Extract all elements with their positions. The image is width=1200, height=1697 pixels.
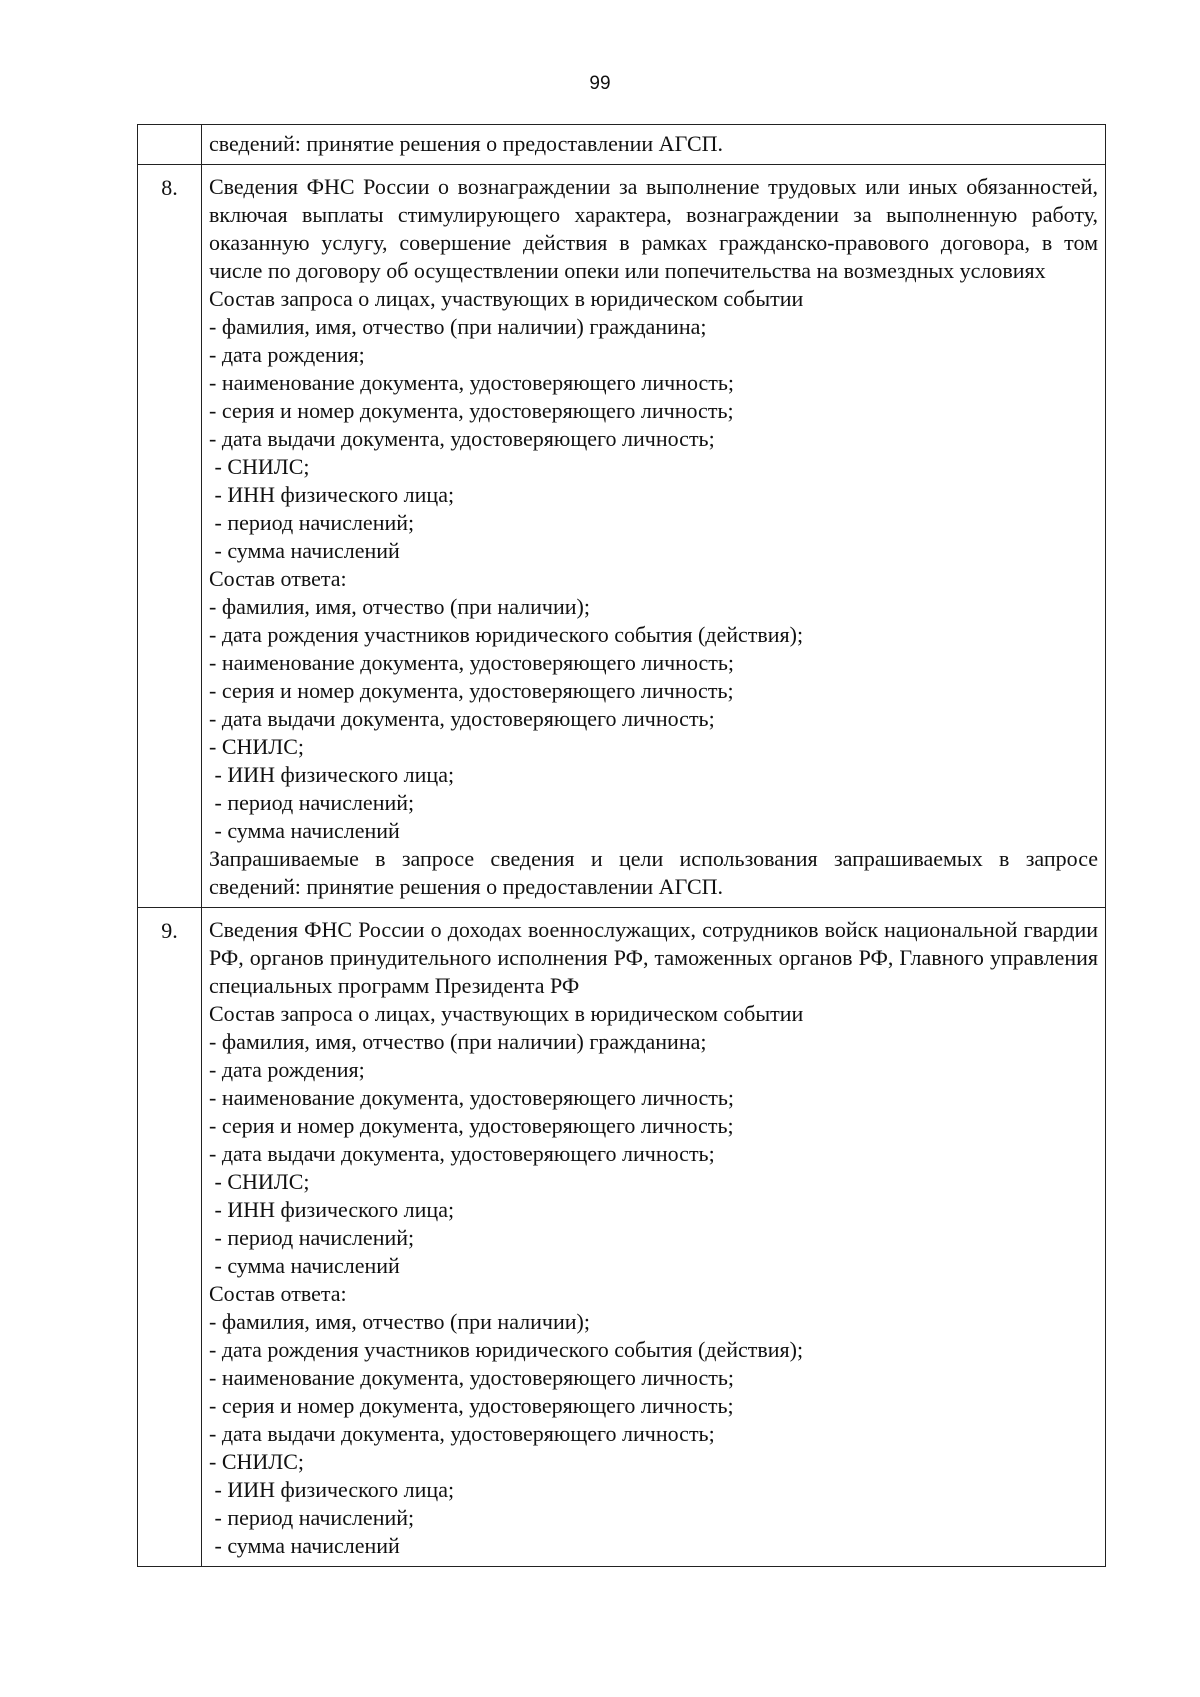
list-item: - СНИЛС;: [209, 734, 304, 759]
list-item: - ИИН физического лица;: [209, 762, 455, 787]
row-number-cell: [138, 165, 202, 908]
list-item: - серия и номер документа, удостоверяющего личность;: [209, 1113, 734, 1138]
list-item: - дата выдачи документа, удостоверяющего личность;: [209, 1141, 715, 1166]
list-item: Состав ответа:: [209, 566, 347, 591]
list-item: - наименование документа, удостоверяющего личность;: [209, 370, 735, 395]
list-item: - период начислений;: [209, 1505, 415, 1530]
list-item: - дата рождения участников юридического события (действия);: [209, 622, 804, 647]
list-item: - СНИЛС;: [209, 1449, 304, 1474]
requirements-table: [137, 124, 1106, 1567]
list-item: - сумма начислений: [209, 1253, 400, 1278]
row-number: 9.: [161, 918, 178, 943]
list-item: - дата рождения;: [209, 342, 365, 367]
row-title: Сведения ФНС России о вознаграждении за выполнение трудовых или иных обязанностей, включая выплаты стимулирующего характера, вознаграждении за выполненную работу, оказанную услугу, совершение действия в рамках гражданско-правового договора, в том числе по договору об осуществлении опеки или попечительства на возмездных условиях: [209, 174, 1098, 283]
row-content-cell: [202, 165, 1106, 908]
row-content-cell: [202, 908, 1106, 1567]
list-item: Состав запроса о лицах, участвующих в юридическом событии: [209, 1001, 804, 1026]
list-item: Состав запроса о лицах, участвующих в юридическом событии: [209, 286, 804, 311]
list-item: - дата рождения участников юридического события (действия);: [209, 1337, 804, 1362]
list-item: - фамилия, имя, отчество (при наличии);: [209, 594, 590, 619]
row-title: Сведения ФНС России о доходах военнослужащих, сотрудников войск национальной гвардии РФ, органов принудительного исполнения РФ, таможенных органов РФ, Главного управления специальных программ Президента РФ: [209, 917, 1098, 998]
list-item: - период начислений;: [209, 1225, 415, 1250]
list-item: - сумма начислений: [209, 1533, 400, 1558]
list-item: - серия и номер документа, удостоверяющего личность;: [209, 398, 734, 423]
list-item: - наименование документа, удостоверяющего личность;: [209, 1085, 735, 1110]
list-item: - серия и номер документа, удостоверяющего личность;: [209, 678, 734, 703]
list-item: - сумма начислений: [209, 818, 400, 843]
list-item: - фамилия, имя, отчество (при наличии);: [209, 1309, 590, 1334]
list-item: - ИНН физического лица;: [209, 1197, 455, 1222]
row-closing-text: сведений: принятие решения о предоставлении АГСП.: [209, 131, 724, 156]
list-item: - дата выдачи документа, удостоверяющего личность;: [209, 1421, 715, 1446]
list-item: - дата рождения;: [209, 1057, 365, 1082]
table-row: [138, 908, 1106, 1567]
list-item: - наименование документа, удостоверяющего личность;: [209, 650, 735, 675]
list-item: - фамилия, имя, отчество (при наличии) гражданина;: [209, 1029, 707, 1054]
list-item: - ИИН физического лица;: [209, 1477, 455, 1502]
list-item: - дата выдачи документа, удостоверяющего личность;: [209, 706, 715, 731]
list-item: - ИНН физического лица;: [209, 482, 455, 507]
list-item: - СНИЛС;: [209, 1169, 310, 1194]
list-item: - фамилия, имя, отчество (при наличии) гражданина;: [209, 314, 707, 339]
list-item: - период начислений;: [209, 790, 415, 815]
list-item: - период начислений;: [209, 510, 415, 535]
list-item: - сумма начислений: [209, 538, 400, 563]
row-number-cell: [138, 125, 202, 165]
table-body: [138, 125, 1106, 1567]
list-item: - дата выдачи документа, удостоверяющего личность;: [209, 426, 715, 451]
row-closing-text: Запрашиваемые в запросе сведения и цели использования запрашиваемых в запросе сведений: принятие решения о предоставлении АГСП.: [209, 846, 1098, 899]
list-item: Состав ответа:: [209, 1281, 347, 1306]
list-item: - серия и номер документа, удостоверяющего личность;: [209, 1393, 734, 1418]
row-content-cell: [202, 125, 1106, 165]
list-item: - наименование документа, удостоверяющего личность;: [209, 1365, 735, 1390]
row-number-cell: [138, 908, 202, 1567]
table-row: [138, 125, 1106, 165]
table-row: [138, 165, 1106, 908]
list-item: - СНИЛС;: [209, 454, 310, 479]
row-number: 8.: [161, 175, 178, 200]
page-number: 99: [589, 73, 611, 94]
